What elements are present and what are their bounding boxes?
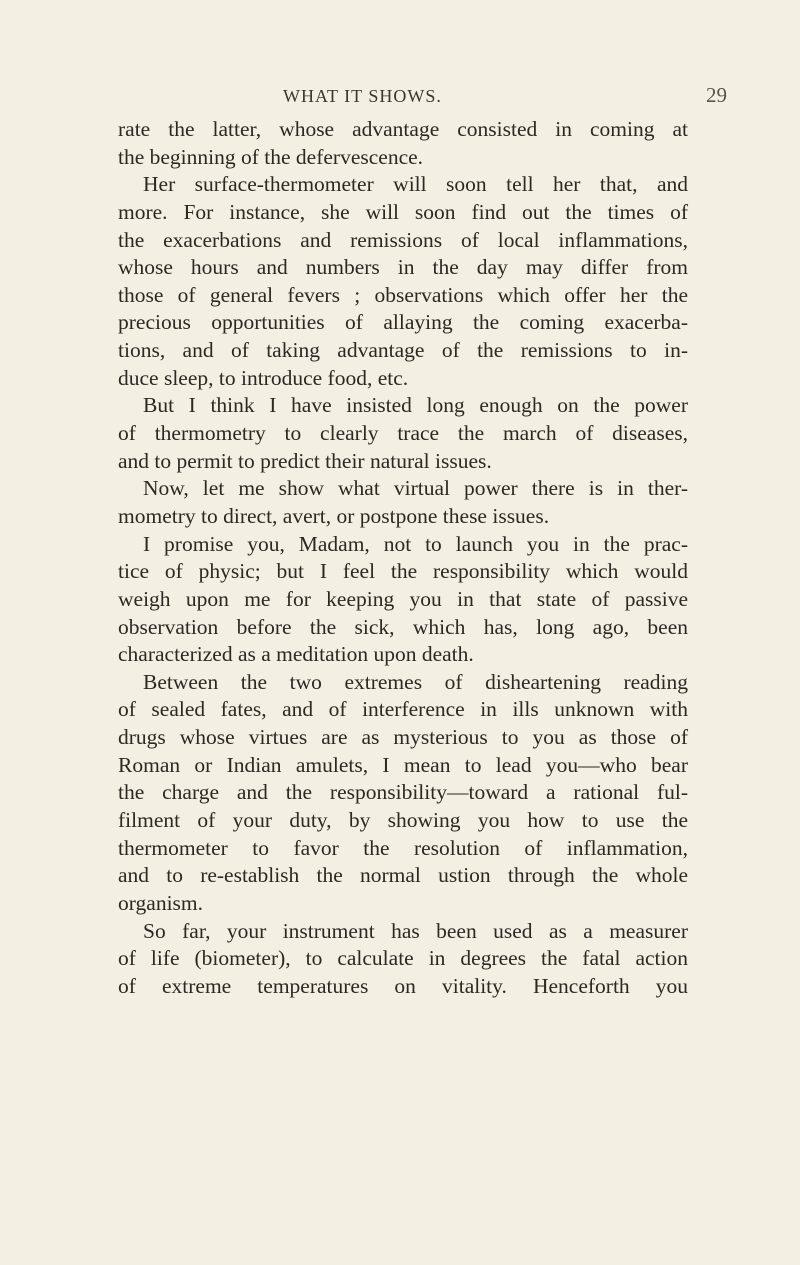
text-line: duce sleep, to introduce food, etc.: [118, 365, 409, 390]
text-line: of sealed fates, and of interference in ills unknown with: [118, 697, 688, 722]
text-line: the beginning of the defervescence.: [118, 144, 424, 169]
text-line: Now, let me show what virtual power there is in ther-: [143, 476, 688, 501]
text-line: of life (biometer), to calculate in degrees the fatal action: [118, 946, 688, 971]
text-line: mometry to direct, avert, or postpone these issues.: [118, 503, 550, 528]
text-line: So far, your instrument has been used as a measurer: [143, 918, 688, 943]
text-line: of extreme temperatures on vitality. Henceforth you: [118, 973, 688, 998]
text-line: Her surface-thermometer will soon tell her that, and: [143, 172, 688, 197]
text-line: more. For instance, she will soon find out the times of: [118, 199, 688, 224]
text-line: But I think I have insisted long enough on the power: [143, 393, 688, 418]
page-number: 29: [706, 83, 727, 107]
text-line: whose hours and numbers in the day may differ from: [118, 255, 688, 280]
text-line: drugs whose virtues are as mysterious to you as those of: [118, 725, 688, 750]
running-head: WHAT IT SHOWS.: [283, 86, 442, 106]
text-line: precious opportunities of allaying the coming exacerba-: [118, 310, 688, 335]
text-line: Roman or Indian amulets, I mean to lead you—who bear: [118, 752, 688, 777]
text-line: thermometer to favor the resolution of inflammation,: [118, 835, 688, 860]
text-line: filment of your duty, by showing you how to use the: [118, 808, 688, 833]
text-line: and to re-establish the normal ustion through the whole: [118, 863, 688, 888]
body-text: [118, 116, 688, 1001]
text-line: Between the two extremes of disheartening reading: [143, 669, 688, 694]
text-line: weigh upon me for keeping you in that state of passive: [118, 586, 688, 611]
text-line: observation before the sick, which has, long ago, been: [118, 614, 688, 639]
text-line: those of general fevers ; observations which offer her the: [118, 282, 688, 307]
text-line: characterized as a meditation upon death.: [118, 642, 474, 667]
text-line: rate the latter, whose advantage consisted in coming at: [118, 117, 688, 141]
text-line: I promise you, Madam, not to launch you in the prac-: [143, 531, 688, 556]
text-line: of thermometry to clearly trace the march of diseases,: [118, 421, 688, 446]
text-line: and to permit to predict their natural issues.: [118, 448, 492, 473]
text-line: organism.: [118, 890, 204, 915]
text-line: tice of physic; but I feel the responsibility which would: [118, 559, 688, 584]
text-line: tions, and of taking advantage of the remissions to in-: [118, 338, 688, 363]
text-line: the exacerbations and remissions of local inflammations,: [118, 227, 688, 252]
text-line: the charge and the responsibility—toward a rational ful-: [118, 780, 688, 805]
